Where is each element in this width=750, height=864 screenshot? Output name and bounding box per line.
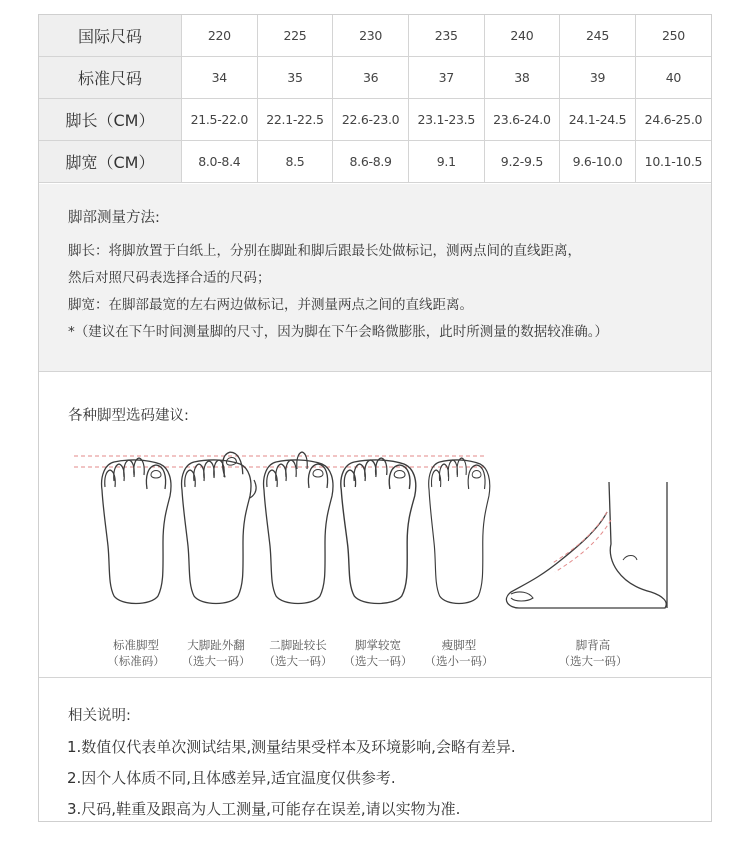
foot-types-section [39, 372, 711, 678]
size-cell: 250 [635, 15, 711, 57]
size-cell: 9.2-9.5 [484, 141, 560, 183]
size-cell: 24.6-25.0 [635, 99, 711, 141]
size-cell: 36 [333, 57, 409, 99]
notes-title: 相关说明: [68, 708, 131, 724]
wide-foot-icon [341, 458, 416, 604]
foot-type-label [171, 637, 261, 669]
foot-type-advice: （标准码） [107, 654, 165, 668]
high-instep-foot-icon [506, 482, 667, 608]
foot-type-advice: （选小一码） [424, 654, 494, 668]
measurement-line: *（建议在下午时间测量脚的尺寸，因为脚在下午会略微膨胀，此时所测量的数据较准确。） [68, 324, 608, 340]
size-cell: 34 [182, 57, 258, 99]
foot-type-label [333, 637, 423, 669]
size-cell: 37 [408, 57, 484, 99]
size-row [39, 15, 711, 57]
foot-type-advice: （选大一码） [558, 654, 628, 668]
size-cell: 8.0-8.4 [182, 141, 258, 183]
size-row [39, 141, 711, 183]
foot-type-name: 瘦脚型 [441, 638, 477, 652]
foot-type-label [548, 637, 638, 669]
size-cell: 9.6-10.0 [560, 141, 636, 183]
size-cell: 245 [560, 15, 636, 57]
measurement-line: 脚宽：在脚部最宽的左右两边做标记，并测量两点之间的直线距离。 [68, 297, 473, 313]
size-cell: 35 [257, 57, 333, 99]
foot-type-advice: （选大一码） [181, 654, 251, 668]
note-item: 1.数值仅代表单次测试结果,测量结果受样本及环境影响,会略有差异. [67, 738, 516, 756]
foot-type-name: 脚背高 [575, 638, 611, 652]
size-cell: 39 [560, 57, 636, 99]
size-table [39, 15, 711, 183]
size-cell: 23.6-24.0 [484, 99, 560, 141]
foot-type-name: 二脚趾较长 [269, 638, 327, 652]
size-cell: 40 [635, 57, 711, 99]
size-cell: 10.1-10.5 [635, 141, 711, 183]
size-cell: 22.6-23.0 [333, 99, 409, 141]
foot-type-name: 脚掌较宽 [355, 638, 401, 652]
size-cell: 22.1-22.5 [257, 99, 333, 141]
size-cell: 8.5 [257, 141, 333, 183]
measurement-section [39, 184, 711, 372]
size-row-label: 标准尺码 [39, 57, 182, 99]
foot-type-name: 大脚趾外翻 [187, 638, 245, 652]
foot-type-advice: （选大一码） [263, 654, 333, 668]
size-cell: 38 [484, 57, 560, 99]
size-cell: 9.1 [408, 141, 484, 183]
foot-illustrations [39, 432, 711, 612]
note-item: 3.尺码,鞋重及跟高为人工测量,可能存在误差,请以实物为准. [67, 800, 461, 818]
bunion-foot-icon [182, 451, 257, 604]
foot-type-advice: （选大一码） [343, 654, 413, 668]
size-guide-panel [38, 14, 712, 822]
size-row [39, 99, 711, 141]
size-cell: 225 [257, 15, 333, 57]
size-cell: 23.1-23.5 [408, 99, 484, 141]
size-cell: 21.5-22.0 [182, 99, 258, 141]
size-cell: 240 [484, 15, 560, 57]
size-cell: 8.6-8.9 [333, 141, 409, 183]
foot-type-label [253, 637, 343, 669]
size-cell: 220 [182, 15, 258, 57]
measurement-line: 脚长：将脚放置于白纸上，分别在脚趾和脚后跟最长处做标记，测两点间的直线距离， [68, 243, 581, 259]
foot-type-label [414, 637, 504, 669]
standard-foot-icon [102, 458, 171, 604]
measurement-line: 然后对照尺码表选择合适的尺码； [68, 270, 271, 286]
size-row-label: 脚长（CM） [39, 99, 182, 141]
measurement-title: 脚部测量方法: [68, 210, 160, 226]
size-row-label: 国际尺码 [39, 15, 182, 57]
slim-foot-icon [429, 458, 490, 604]
size-row-label: 脚宽（CM） [39, 141, 182, 183]
size-cell: 24.1-24.5 [560, 99, 636, 141]
foot-type-label [91, 637, 181, 669]
note-item: 2.因个人体质不同,且体感差异,适宜温度仅供参考. [67, 769, 396, 787]
long-second-toe-foot-icon [264, 452, 333, 604]
size-cell: 230 [333, 15, 409, 57]
size-row [39, 57, 711, 99]
foot-type-name: 标准脚型 [113, 638, 159, 652]
notes-section [39, 678, 711, 821]
foot-types-title: 各种脚型选码建议: [68, 408, 189, 424]
size-cell: 235 [408, 15, 484, 57]
